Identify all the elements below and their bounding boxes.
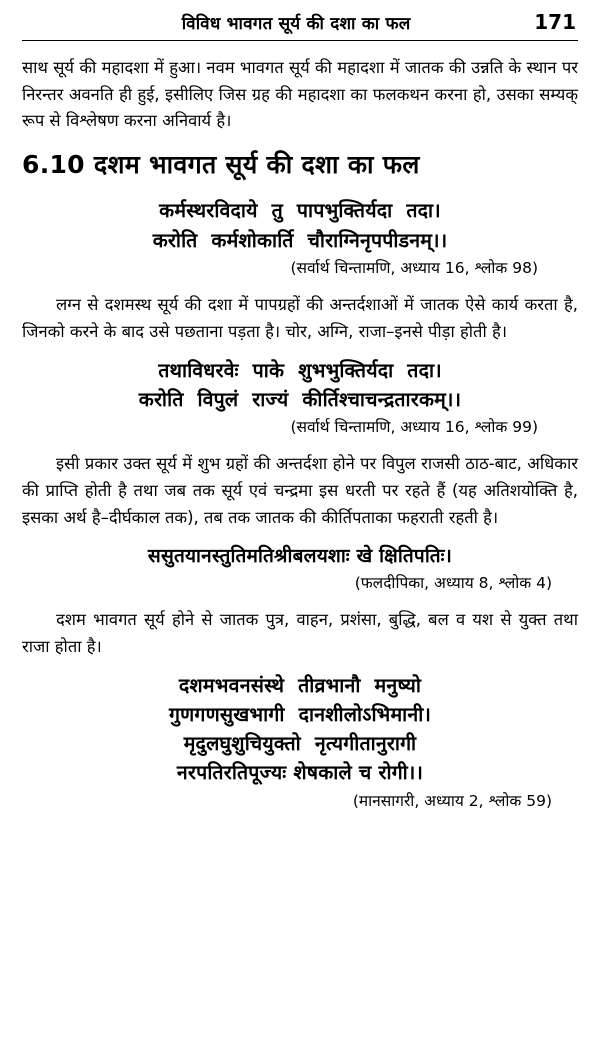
verse-1-line-1: कर्मस्थरविदाये तु पापभुक्तिर्यदा तदा।	[159, 199, 441, 223]
paragraph-3: इसी प्रकार उक्त सूर्य में शुभ ग्रहों की अन्तर्दशा होने पर विपुल राजसी ठाठ-बाट, अधिकार की प्राप्ति होती है तथा जब तक सूर्य एवं चन्द्रमा इस धरती पर रहते हैं (यह अतिशयोक्ति है, इसका अर्थ है–दीर्घकाल तक), तब तक जातक की कीर्तिपताका फहराती रहती है।	[22, 454, 578, 527]
verse-4-line-3: मृदुलघुशुचियुक्तो नृत्यगीतानुरागी	[183, 732, 417, 756]
verse-4-source: (मानसागरी, अध्याय 2, श्लोक 59)	[352, 791, 552, 810]
paragraph-2: लग्न से दशमस्थ सूर्य की दशा में पापग्रहों की अन्तर्दशाओं में जातक ऐसे कार्य करता है, जिनको करने के बाद उसे पछताना पड़ता है। चोर, अग्नि, राजा–इनसे पीड़ा होती है।	[22, 295, 578, 341]
verse-2-source: (सर्वार्थ चिन्तामणि, अध्याय 16, श्लोक 99)	[290, 418, 538, 437]
verse-block-2	[22, 356, 578, 415]
verse-block-3	[22, 542, 578, 571]
running-head-title: विविध भावगत सूर्य की दशा का फल	[181, 14, 411, 34]
paragraph-1: साथ सूर्य की महादशा में हुआ। नवम भावगत सूर्य की महादशा में जातक की उन्नति के स्थान पर निरन्तर अवनति ही हुई, इसीलिए जिस ग्रह की महादशा का फलकथन करना हो, उसका सम्यक् रूप से विश्लेषण करना अनिवार्य है।	[22, 58, 578, 131]
section-heading: 6.10 दशम भावगत सूर्य की दशा का फल	[22, 150, 420, 180]
verse-1-source: (सर्वार्थ चिन्तामणि, अध्याय 16, श्लोक 98)	[290, 258, 538, 277]
verse-block-1	[22, 196, 578, 255]
paragraph-4: दशम भावगत सूर्य होने से जातक पुत्र, वाहन, प्रशंसा, बुद्धि, बल व यश से युक्त तथा राजा होता है।	[22, 610, 578, 656]
verse-4-line-1: दशमभवनसंस्थे तीव्रभानौ मनुष्यो	[178, 673, 422, 697]
verse-block-4	[22, 671, 578, 788]
verse-4-line-4: नरपतिरतिपूज्यः शेषकाले च रोगी।।	[176, 761, 424, 785]
page-number: 171	[534, 10, 576, 34]
verse-3-source: (फलदीपिका, अध्याय 8, श्लोक 4)	[354, 574, 552, 592]
page-header	[22, 10, 578, 38]
verse-3-line-1: ससुतयानस्तुतिमतिश्रीबलयशाः खे क्षितिपतिः।	[147, 544, 453, 567]
header-divider	[22, 40, 578, 41]
verse-2-line-1: तथाविधरवेः पाके शुभभुक्तिर्यदा तदा।	[158, 358, 442, 382]
verse-4-line-2: गुणगणसुखभागी दानशीलोऽभिमानी।	[168, 702, 432, 726]
verse-1-line-2: करोति कर्मशोकार्ति चौराग्निनृपपीडनम्।।	[152, 228, 448, 252]
verse-2-line-2: करोति विपुलं राज्यं कीर्तिश्चाचन्द्रतारकम्।।	[138, 387, 462, 411]
